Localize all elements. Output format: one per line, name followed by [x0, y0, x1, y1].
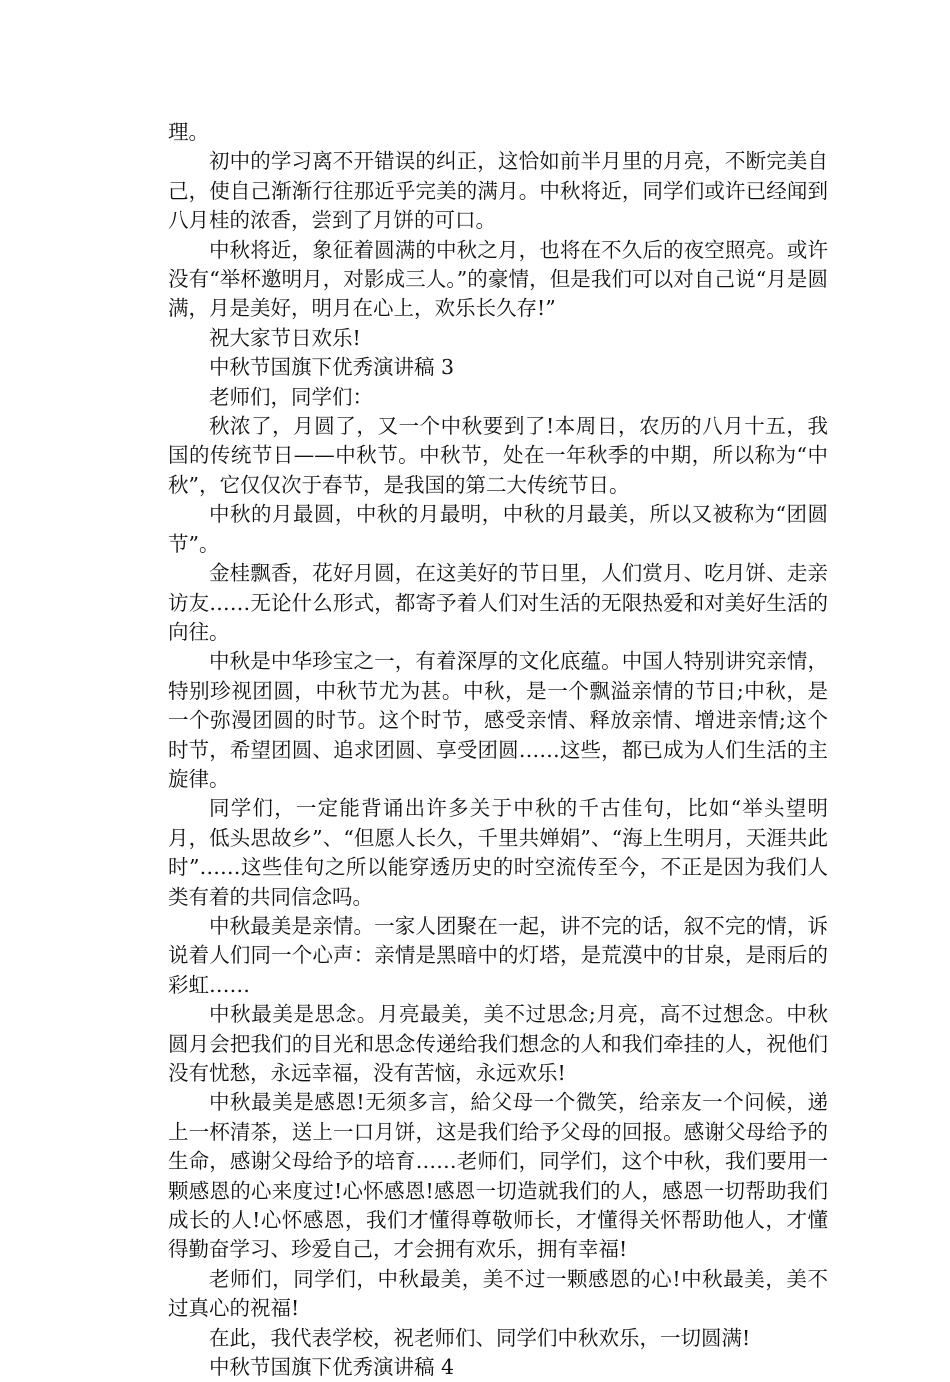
paragraph-14: 中秋最美是感恩!无须多言，給父母一个微笑，给亲友一个问候，递上一杯清茶，送上一口月饼，这是我们给予父母的回报。感谢父母给予的生命，感谢父母给予的培育……老师们，同学们，这个中秋，我们要用一颗感恩的心来度过!心怀感恩!感恩一切造就我们的人，感恩一切帮助我们成长的人!心怀感恩，我们才懂得尊敬师长，才懂得关怀帮助他人，才懂得勤奋学习、珍爱自己，才会拥有欢乐，拥有幸福! — [168, 1090, 828, 1262]
paragraph-7: 秋浓了，月圆了，又一个中秋要到了!本周日，农历的八月十五，我国的传统节日——中秋节。中秋节，处在一年秋季的中期，所以称为“中秋”，它仅仅次于春节，是我国的第二大传统节日。 — [168, 414, 828, 497]
document-body — [168, 118, 828, 1382]
section-heading-3: 中秋节国旗下优秀演讲稿 3 — [209, 355, 455, 380]
paragraph-3: 中秋将近，象征着圆满的中秋之月，也将在不久后的夜空照亮。或许没有“举杯邀明月，对影成三人。”的豪情，但是我们可以对自己说“月是圆满，月是美好，明月在心上，欢乐长久存!” — [168, 237, 828, 321]
section-heading-4: 中秋节国旗下优秀演讲稿 4 — [209, 1355, 455, 1380]
paragraph-2: 初中的学习离不开错误的纠正，这恰如前半月里的月亮，不断完美自己，使自己渐渐行往那近乎完美的满月。中秋将近，同学们或许已经闻到八月桂的浓香，尝到了月饼的可口。 — [168, 149, 828, 233]
paragraph-9: 金桂飘香，花好月圆，在这美好的节日里，人们赏月、吃月饼、走亲访友……无论什么形式，都寄予着人们对生活的无限热爱和对美好生活的向往。 — [168, 561, 828, 644]
salutation: 老师们，同学们： — [209, 384, 373, 409]
paragraph-1: 理。 — [168, 120, 209, 144]
paragraph-16: 在此，我代表学校，祝老师们、同学们中秋欢乐，一切圆满! — [209, 1325, 751, 1350]
paragraph-12: 中秋最美是亲情。一家人团聚在一起，讲不完的话，叙不完的情，诉说着人们同一个心声：亲情是黑暗中的灯塔，是荒漠中的甘泉，是雨后的彩虹…… — [168, 913, 828, 997]
paragraph-13: 中秋最美是思念。月亮最美，美不过思念;月亮，高不过想念。中秋圆月会把我们的目光和思念传递给我们想念的人和我们牵挂的人，祝他们没有忧愁，永远幸福，没有苦恼，永远欢乐! — [168, 1002, 828, 1085]
paragraph-15: 老师们，同学们，中秋最美，美不过一颗感恩的心!中秋最美，美不过真心的祝福! — [168, 1266, 828, 1321]
paragraph-11: 同学们，一定能背诵出许多关于中秋的千古佳句，比如“举头望明月，低头思故乡”、“但愿人长久，千里共婵娟”、“海上生明月，天涯共此时”……这些佳句之所以能穿透历史的时空流传至今，不正是因为我们人类有着的共同信念吗。 — [168, 796, 828, 909]
paragraph-8: 中秋的月最圆，中秋的月最明，中秋的月最美，所以又被称为“团圆节”。 — [168, 502, 828, 556]
paragraph-4: 祝大家节日欢乐! — [209, 325, 361, 350]
paragraph-10: 中秋是中华珍宝之一，有着深厚的文化底蕴。中国人特别讲究亲情，特别珍视团圆，中秋节尤为甚。中秋，是一个飘溢亲情的节日;中秋，是一个弥漫团圆的时节。这个时节，感受亲情、释放亲情、增进亲情;这个时节，希望团圆、追求团圆、享受团圆……这些，都已成为人们生活的主旋律。 — [168, 649, 828, 791]
